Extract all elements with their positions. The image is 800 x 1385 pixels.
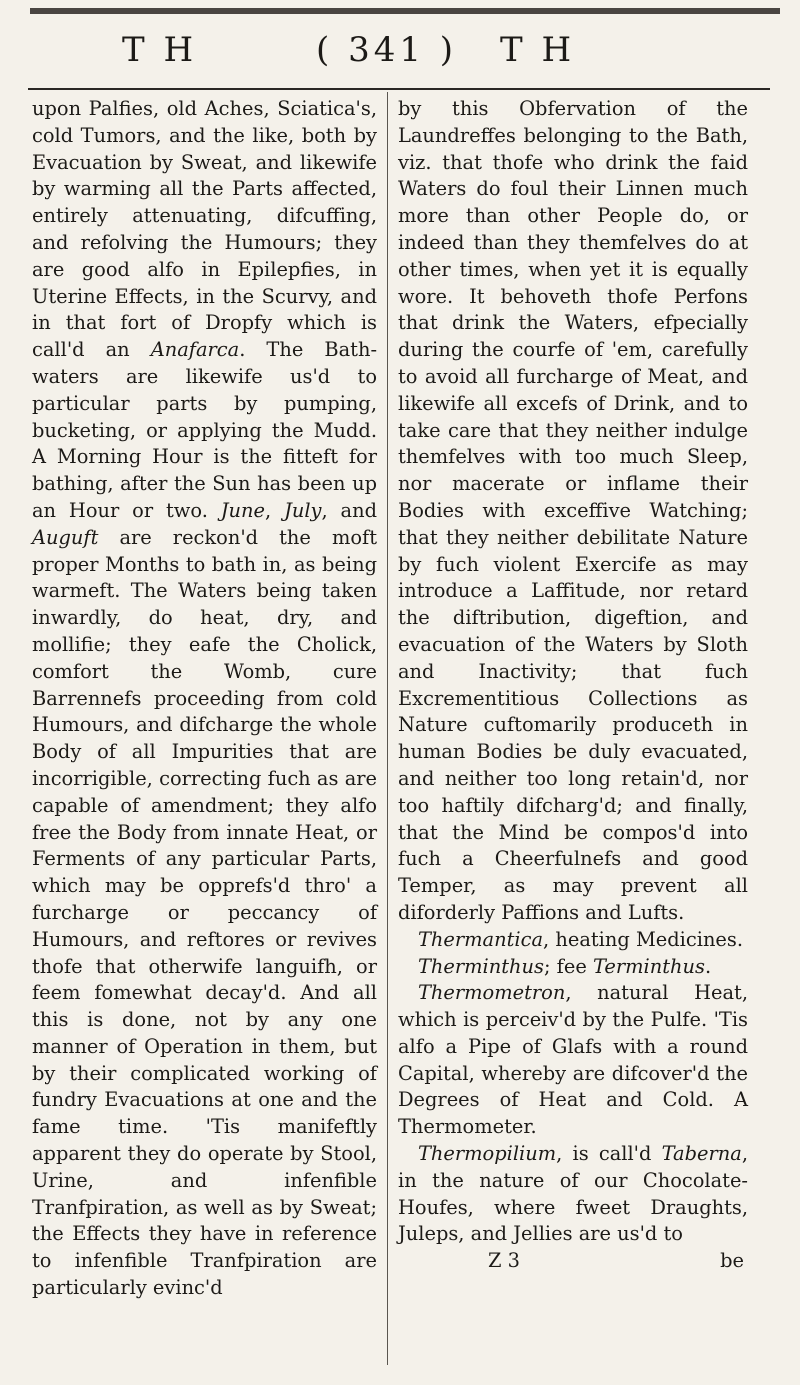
entry-text: , natural Heat, which is perceiv'd by the Pulfe. 'Tis alfo a Pipe of Glafs with a round Capital, whereby are difcover'd the Degrees of Heat and Cold. A Thermometer. [398, 981, 748, 1139]
entry-term: Thermometron [418, 981, 566, 1005]
header-rule [28, 88, 770, 90]
entry-thermometron [398, 980, 748, 1141]
right-column [398, 96, 748, 1275]
entry-text: . [704, 954, 712, 978]
entry-text: , heating Medicines. [543, 927, 744, 951]
left-text-3: are reckon'd the moft proper Months to bath in, as being warmeft. The Waters being taken inwardly, do heat, dry, and mollifie; they eafe the Cholick, comfort the Womb, cure Barrennefs proceeding from cold Humours, and difcharge the whole Body of all Impurities that are incorrigible, correcting fuch as are capable of amendment; they alfo free the Body from innate Heat, or Ferments of any particular Parts, which may be opprefs'd thro' a furcharge or peccancy of Humours, and reftores or revives thofe that otherwife languifh, or feem fomewhat decay'd. And all this is done, not by any one manner of Operation in them, but by their complicated working of fundry Evacuations at one and the fame time. 'Tis manifeftly apparent they do operate by Stool, Urine, and infenfible Tranfpiration, as well as by Sweat; the Effects they have in reference to infenfible Tranfpiration are particularly evinc'd [32, 525, 377, 1300]
term-june: June [220, 498, 266, 522]
left-column [32, 96, 377, 1302]
left-text [32, 96, 377, 1302]
entry-thermantica [398, 927, 748, 954]
running-header [0, 18, 800, 88]
entry-thermopilium [398, 1141, 748, 1248]
left-text-2: . The Bath-waters are likewife us'd to particular parts by pumping, bucketing, or applying the Mudd. A Morning Hour is the fitteft for bathing, after the Sun has been up an Hour or two. [32, 338, 377, 522]
entry-text: , in the nature of our Chocolate-Houfes, where fweet Draughts, Juleps, and Jellies are us'd to [398, 1142, 748, 1246]
page-number: ( 341 ) [316, 30, 458, 70]
entry-term: Therminthus [418, 954, 544, 978]
entry-reference: Terminthus [592, 954, 705, 978]
footer-line [398, 1248, 748, 1275]
term-anafarca: Anafarca [150, 338, 240, 362]
column-divider [387, 92, 388, 1365]
entry-text: ; fee [543, 954, 593, 978]
header-left: T H [122, 30, 198, 70]
entry-term: Thermantica [418, 927, 544, 951]
entry-term: Thermopilium [418, 1142, 557, 1166]
sep-1: , [265, 498, 285, 522]
entry-therminthus [398, 954, 748, 981]
catchword: be [720, 1249, 744, 1273]
entry-reference: Taberna [661, 1142, 742, 1166]
right-text: by this Obfervation of the Laundreffes belonging to the Bath, viz. that thofe who drink the faid Waters do foul their Linnen much more than other People do, or indeed than they themfelves do at other times, when yet it is equally wore. It behoveth thofe Perfons that drink the Waters, efpecially during the courfe of 'em, carefully to avoid all furcharge of Meat, and likewife all excefs of Drink, and to take care that they neither indulge themfelves with too much Sleep, nor macerate or inflame their Bodies with exceffive Watching; that they neither debilitate Nature by fuch violent Exercife as may introduce a Laffitude, nor retard the diftribution, digeftion, and evacuation of the Waters by Sloth and Inactivity; that fuch Excrementitious Collections as Nature cuftomarily produceth in human Bodies be duly evacuated, and neither too long retain'd, nor too haftily difcharg'd; and finally, that the Mind be compos'd into fuch a Cheerfulnefs and good Temper, as may prevent all diforderly Paffions and Lufts. [398, 97, 748, 924]
signature-mark: Z 3 [488, 1249, 520, 1273]
top-rule [30, 8, 780, 14]
entry-text: , is call'd [556, 1142, 662, 1166]
header-right: T H [500, 30, 576, 70]
term-july: July [284, 498, 322, 522]
sep-2: , and [321, 498, 378, 522]
term-august: Auguft [32, 525, 99, 549]
left-text-1: upon Palfies, old Aches, Sciatica's, cold Tumors, and the like, both by Evacuation by Sweat, and likewife by warming all the Parts affected, entirely attenuating, difcuffing, and refolving the Humours; they are good alfo in Epilepfies, in Uterine Effects, in the Scurvy, and in that fort of Dropfy which is call'd an [32, 97, 377, 362]
